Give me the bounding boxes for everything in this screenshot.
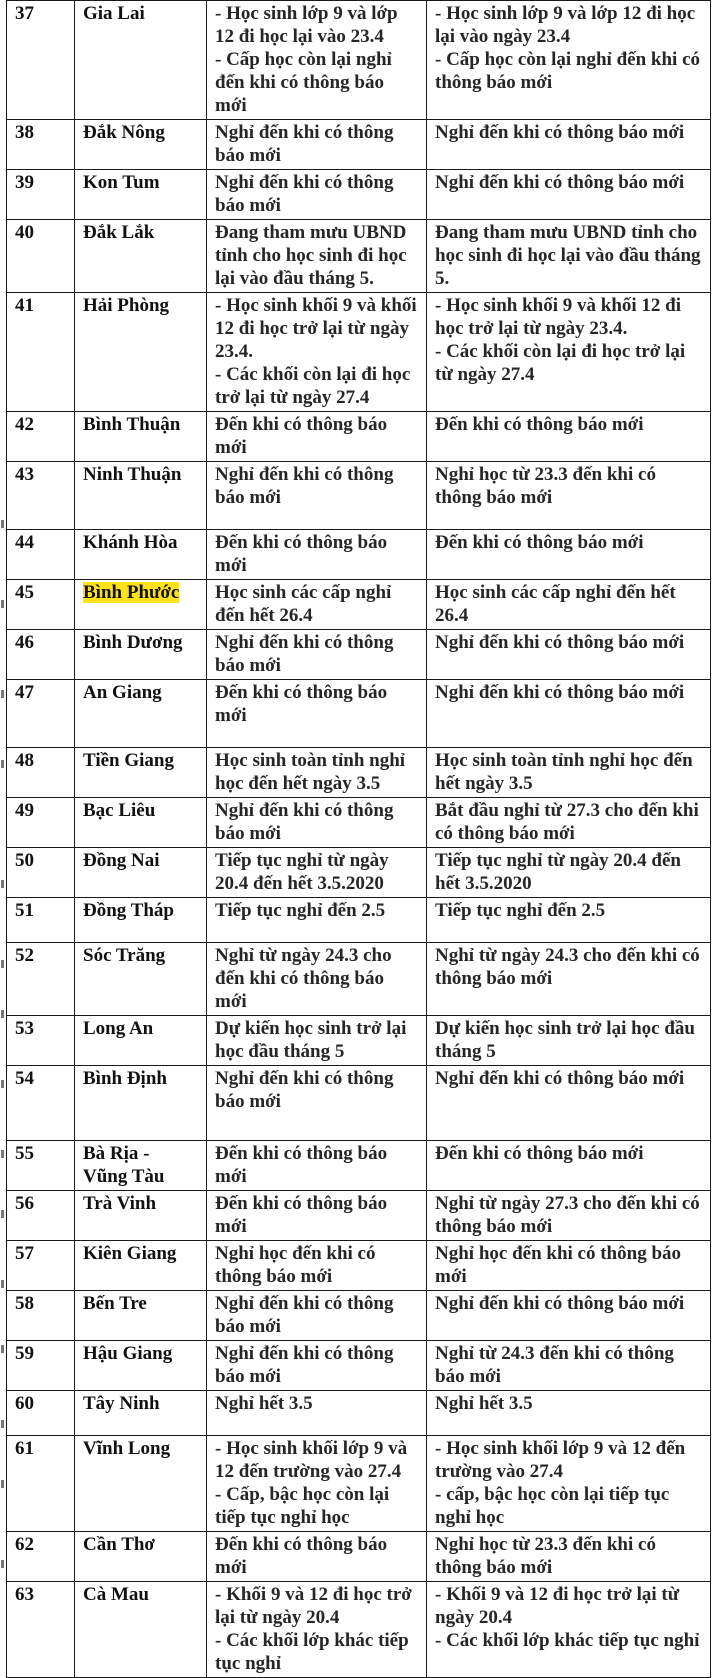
status-line: Nghỉ từ ngày 24.3 cho đến khi có thông báo mới: [215, 945, 392, 1012]
status-cell-first: [207, 1582, 427, 1678]
status-cell-first: [207, 170, 427, 220]
status-line: Nghỉ đến khi có thông báo mới: [215, 464, 394, 508]
status-cell-first: [207, 1532, 427, 1582]
table-row: [7, 1191, 711, 1241]
status-line: Nghỉ đến khi có thông báo mới: [215, 800, 394, 844]
row-number-cell: 57: [7, 1241, 75, 1291]
status-line: Nghỉ đến khi có thông báo mới: [435, 682, 685, 703]
status-line: Nghỉ đến khi có thông báo mới: [435, 1293, 685, 1314]
province-cell: [75, 630, 207, 680]
status-cell-first: [207, 1341, 427, 1391]
margin-mark: [1, 880, 4, 888]
status-cell-second: [427, 898, 711, 943]
status-line: - Các khối lớp khác tiếp tục nghỉ: [215, 1630, 409, 1674]
province-name: Bình Dương: [83, 632, 183, 653]
province-cell: [75, 1391, 207, 1436]
status-line: Tiếp tục nghỉ từ ngày 20.4 đến hết 3.5.2020: [215, 850, 389, 894]
margin-mark: [1, 760, 4, 768]
status-cell-first: [207, 1391, 427, 1436]
status-cell-first: [207, 1, 427, 120]
status-cell-first: [207, 898, 427, 943]
margin-mark: [1, 960, 4, 968]
row-number-cell: 43: [7, 462, 75, 530]
table-row: [7, 1341, 711, 1391]
status-cell-second: [427, 293, 711, 412]
status-line: Đến khi có thông báo mới: [215, 682, 388, 726]
status-cell-second: [427, 1391, 711, 1436]
province-cell: [75, 680, 207, 748]
table-row: [7, 220, 711, 293]
province-cell: [75, 943, 207, 1016]
status-cell-second: [427, 1191, 711, 1241]
row-number-cell: 51: [7, 898, 75, 943]
status-cell-second: [427, 1066, 711, 1141]
table-row: [7, 1241, 711, 1291]
row-number-cell: 50: [7, 848, 75, 898]
province-cell: [75, 530, 207, 580]
province-name: Ninh Thuận: [83, 464, 182, 485]
status-cell-first: [207, 748, 427, 798]
province-name: Bình Thuận: [83, 414, 181, 435]
status-line: - Cấp học còn lại nghỉ đến khi có thông báo mới: [435, 49, 700, 93]
status-cell-second: [427, 1241, 711, 1291]
status-line: Đến khi có thông báo mới: [435, 1143, 644, 1164]
row-number-cell: 62: [7, 1532, 75, 1582]
province-name: Kiên Giang: [83, 1243, 177, 1264]
table-row: [7, 120, 711, 170]
status-line: Nghỉ đến khi có thông báo mới: [215, 172, 394, 216]
province-cell: [75, 1241, 207, 1291]
status-cell-second: [427, 120, 711, 170]
status-cell-second: [427, 680, 711, 748]
province-cell: [75, 848, 207, 898]
table-row: [7, 170, 711, 220]
status-line: Dự kiến học sinh trở lại học đầu tháng 5: [215, 1018, 407, 1062]
province-name: Hậu Giang: [83, 1343, 173, 1364]
status-line: Học sinh các cấp nghỉ đến hết 26.4: [435, 582, 676, 626]
status-cell-first: [207, 630, 427, 680]
status-cell-second: [427, 1291, 711, 1341]
status-line: Đến khi có thông báo mới: [215, 414, 388, 458]
province-name: Kon Tum: [83, 172, 160, 193]
status-cell-second: [427, 943, 711, 1016]
province-cell: [75, 798, 207, 848]
margin-mark: [1, 690, 4, 698]
status-line: - Học sinh khối lớp 9 và 12 đến trường vào 27.4: [215, 1438, 408, 1482]
school-closure-table: [6, 0, 711, 1678]
status-line: - Các khối còn lại đi học trở lại từ ngày 27.4: [215, 364, 411, 408]
row-number-cell: 55: [7, 1141, 75, 1191]
province-cell: [75, 1191, 207, 1241]
status-line: Nghỉ đến khi có thông báo mới: [215, 632, 394, 676]
status-line: - Các khối lớp khác tiếp tục nghỉ: [435, 1630, 700, 1651]
row-number-cell: 37: [7, 1, 75, 120]
row-number-cell: 38: [7, 120, 75, 170]
status-line: Nghỉ đến khi có thông báo mới: [215, 1068, 394, 1112]
status-line: Nghỉ từ ngày 27.3 cho đến khi có thông báo mới: [435, 1193, 700, 1237]
status-cell-second: [427, 530, 711, 580]
status-line: - Khối 9 và 12 đi học trở lại từ ngày 20.4: [215, 1584, 412, 1628]
status-line: - cấp, bậc học còn lại tiếp tục nghỉ học: [435, 1484, 670, 1528]
province-cell: [75, 748, 207, 798]
row-number-cell: 47: [7, 680, 75, 748]
status-line: Nghỉ học đến khi có thông báo mới: [435, 1243, 682, 1287]
row-number-cell: 46: [7, 630, 75, 680]
table-row: [7, 680, 711, 748]
status-cell-first: [207, 580, 427, 630]
province-name: Bà Rịa - Vũng Tàu: [83, 1143, 165, 1187]
status-line: - Học sinh khối 9 và khối 12 đi học trở lại từ ngày 23.4.: [215, 295, 417, 362]
province-cell: [75, 898, 207, 943]
province-name: Khánh Hòa: [83, 532, 178, 553]
row-number-cell: 53: [7, 1016, 75, 1066]
province-cell: [75, 1341, 207, 1391]
margin-mark: [1, 1150, 4, 1158]
status-cell-first: [207, 220, 427, 293]
status-line: Học sinh toàn tỉnh nghỉ học đến hết ngày 3.5: [215, 750, 406, 794]
status-line: Nghỉ học đến khi có thông báo mới: [215, 1243, 376, 1287]
margin-mark: [1, 1560, 4, 1568]
row-number-cell: 42: [7, 412, 75, 462]
status-cell-second: [427, 580, 711, 630]
status-cell-first: [207, 1191, 427, 1241]
status-line: Đến khi có thông báo mới: [215, 532, 388, 576]
status-line: - Cấp, bậc học còn lại tiếp tục nghỉ học: [215, 1484, 390, 1528]
status-line: Nghỉ hết 3.5: [435, 1393, 533, 1414]
status-line: Đến khi có thông báo mới: [215, 1143, 388, 1187]
row-number-cell: 40: [7, 220, 75, 293]
province-name: Bến Tre: [83, 1293, 147, 1314]
status-line: Nghỉ hết 3.5: [215, 1393, 313, 1414]
table-row: [7, 1436, 711, 1532]
status-line: Đến khi có thông báo mới: [215, 1534, 388, 1578]
status-cell-first: [207, 1436, 427, 1532]
status-line: - Học sinh lớp 9 và lớp 12 đi học lại vào 23.4: [215, 3, 398, 47]
status-line: Tiếp tục nghỉ đến 2.5: [435, 900, 606, 921]
status-line: - Khối 9 và 12 đi học trở lại từ ngày 20.4: [435, 1584, 680, 1628]
status-cell-second: [427, 1436, 711, 1532]
province-name: Tiền Giang: [83, 750, 174, 771]
province-cell: [75, 120, 207, 170]
province-cell: [75, 1582, 207, 1678]
row-number-cell: 39: [7, 170, 75, 220]
status-cell-second: [427, 1532, 711, 1582]
table-row: [7, 898, 711, 943]
margin-mark: [1, 1480, 4, 1488]
status-line: Đến khi có thông báo mới: [435, 532, 644, 553]
table-row: [7, 1582, 711, 1678]
province-name-highlighted: Bình Phước: [83, 582, 180, 603]
status-line: - Cấp học còn lại nghỉ đến khi có thông báo mới: [215, 49, 392, 116]
status-cell-second: [427, 1141, 711, 1191]
table-row: [7, 1291, 711, 1341]
row-number-cell: 48: [7, 748, 75, 798]
margin-mark: [1, 1280, 4, 1288]
row-number-cell: 56: [7, 1191, 75, 1241]
status-line: - Học sinh khối lớp 9 và 12 đến trường vào 27.4: [435, 1438, 686, 1482]
province-name: Vĩnh Long: [83, 1438, 171, 1459]
table-row: [7, 848, 711, 898]
status-cell-first: [207, 1141, 427, 1191]
status-line: Nghỉ học từ 23.3 đến khi có thông báo mới: [435, 1534, 656, 1578]
status-cell-second: [427, 462, 711, 530]
status-line: - Các khối còn lại đi học trở lại từ ngày 27.4: [435, 341, 686, 385]
row-number-cell: 52: [7, 943, 75, 1016]
status-cell-first: [207, 412, 427, 462]
row-number-cell: 45: [7, 580, 75, 630]
province-cell: [75, 462, 207, 530]
province-name: Hải Phòng: [83, 295, 170, 316]
status-line: Nghỉ từ ngày 24.3 cho đến khi có thông báo mới: [435, 945, 700, 989]
status-cell-second: [427, 1582, 711, 1678]
province-name: Cà Mau: [83, 1584, 149, 1605]
province-cell: [75, 1066, 207, 1141]
margin-mark: [1, 1210, 4, 1218]
margin-mark: [1, 600, 4, 608]
status-cell-first: [207, 848, 427, 898]
status-cell-first: [207, 680, 427, 748]
status-line: Nghỉ đến khi có thông báo mới: [215, 1293, 394, 1337]
status-line: Nghỉ đến khi có thông báo mới: [435, 122, 685, 143]
status-cell-second: [427, 1, 711, 120]
status-line: Đến khi có thông báo mới: [435, 414, 644, 435]
table-row: [7, 580, 711, 630]
province-name: Tây Ninh: [83, 1393, 160, 1414]
table-row: [7, 530, 711, 580]
status-line: Nghỉ đến khi có thông báo mới: [435, 172, 685, 193]
row-number-cell: 59: [7, 1341, 75, 1391]
table-row: [7, 1141, 711, 1191]
province-name: Gia Lai: [83, 3, 145, 24]
province-cell: [75, 580, 207, 630]
margin-mark: [1, 1010, 4, 1018]
status-cell-first: [207, 462, 427, 530]
province-cell: [75, 1532, 207, 1582]
margin-mark: [1, 1345, 4, 1353]
table-row: [7, 1532, 711, 1582]
table-row: [7, 1066, 711, 1141]
row-number-cell: 41: [7, 293, 75, 412]
table-row: [7, 293, 711, 412]
status-line: Tiếp tục nghỉ đến 2.5: [215, 900, 386, 921]
province-cell: [75, 1, 207, 120]
province-cell: [75, 1016, 207, 1066]
status-cell-first: [207, 293, 427, 412]
status-cell-first: [207, 120, 427, 170]
table-row: [7, 412, 711, 462]
province-name: Sóc Trăng: [83, 945, 166, 966]
province-name: Đắk Lắk: [83, 222, 155, 243]
province-name: Đắk Nông: [83, 122, 165, 143]
status-line: Đang tham mưu UBND tỉnh cho học sinh đi học lại vào đầu tháng 5.: [435, 222, 701, 289]
province-cell: [75, 1291, 207, 1341]
table-row: [7, 1391, 711, 1436]
province-name: Đồng Nai: [83, 850, 160, 871]
margin-mark: [1, 1420, 4, 1428]
table-body: [7, 1, 711, 1678]
status-cell-second: [427, 798, 711, 848]
table-row: [7, 943, 711, 1016]
row-number-cell: 61: [7, 1436, 75, 1532]
status-cell-second: [427, 220, 711, 293]
status-line: Nghỉ đến khi có thông báo mới: [215, 1343, 394, 1387]
table-row: [7, 1, 711, 120]
province-cell: [75, 412, 207, 462]
province-name: Long An: [83, 1018, 154, 1039]
status-line: Bắt đầu nghỉ từ 27.3 cho đến khi có thông báo mới: [435, 800, 699, 844]
province-cell: [75, 1141, 207, 1191]
province-name: Cần Thơ: [83, 1534, 155, 1555]
status-line: Nghỉ từ 24.3 đến khi có thông báo mới: [435, 1343, 674, 1387]
table-row: [7, 748, 711, 798]
margin-mark: [1, 520, 4, 528]
status-line: Đến khi có thông báo mới: [215, 1193, 388, 1237]
status-line: Nghỉ học từ 23.3 đến khi có thông báo mới: [435, 464, 656, 508]
status-cell-second: [427, 848, 711, 898]
province-name: An Giang: [83, 682, 162, 703]
margin-mark: [1, 1080, 4, 1088]
status-cell-second: [427, 748, 711, 798]
status-line: Đang tham mưu UBND tỉnh cho học sinh đi học lại vào đầu tháng 5.: [215, 222, 407, 289]
table-row: [7, 462, 711, 530]
province-name: Bình Định: [83, 1068, 167, 1089]
table-row: [7, 630, 711, 680]
row-number-cell: 44: [7, 530, 75, 580]
status-cell-second: [427, 412, 711, 462]
status-cell-first: [207, 1241, 427, 1291]
status-cell-second: [427, 170, 711, 220]
status-line: Nghỉ đến khi có thông báo mới: [215, 122, 394, 166]
status-cell-first: [207, 1291, 427, 1341]
status-line: Học sinh toàn tỉnh nghỉ học đến hết ngày 3.5: [435, 750, 693, 794]
row-number-cell: 54: [7, 1066, 75, 1141]
status-line: Học sinh các cấp nghỉ đến hết 26.4: [215, 582, 392, 626]
row-number-cell: 49: [7, 798, 75, 848]
status-line: Nghỉ đến khi có thông báo mới: [435, 632, 685, 653]
province-cell: [75, 293, 207, 412]
status-cell-second: [427, 1341, 711, 1391]
province-name: Đồng Tháp: [83, 900, 175, 921]
province-name: Trà Vinh: [83, 1193, 157, 1214]
status-line: Dự kiến học sinh trở lại học đầu tháng 5: [435, 1018, 695, 1062]
status-line: - Học sinh lớp 9 và lớp 12 đi học lại vào ngày 23.4: [435, 3, 696, 47]
table-row: [7, 798, 711, 848]
table-row: [7, 1016, 711, 1066]
status-cell-second: [427, 1016, 711, 1066]
row-number-cell: 60: [7, 1391, 75, 1436]
status-line: - Học sinh khối 9 và khối 12 đi học trở lại từ ngày 23.4.: [435, 295, 682, 339]
status-cell-first: [207, 530, 427, 580]
status-cell-first: [207, 1066, 427, 1141]
province-name: Bạc Liêu: [83, 800, 156, 821]
status-cell-first: [207, 1016, 427, 1066]
status-cell-first: [207, 798, 427, 848]
status-line: Tiếp tục nghỉ từ ngày 20.4 đến hết 3.5.2020: [435, 850, 681, 894]
status-cell-first: [207, 943, 427, 1016]
province-cell: [75, 220, 207, 293]
row-number-cell: 63: [7, 1582, 75, 1678]
row-number-cell: 58: [7, 1291, 75, 1341]
province-cell: [75, 170, 207, 220]
status-line: Nghỉ đến khi có thông báo mới: [435, 1068, 685, 1089]
province-cell: [75, 1436, 207, 1532]
status-cell-second: [427, 630, 711, 680]
